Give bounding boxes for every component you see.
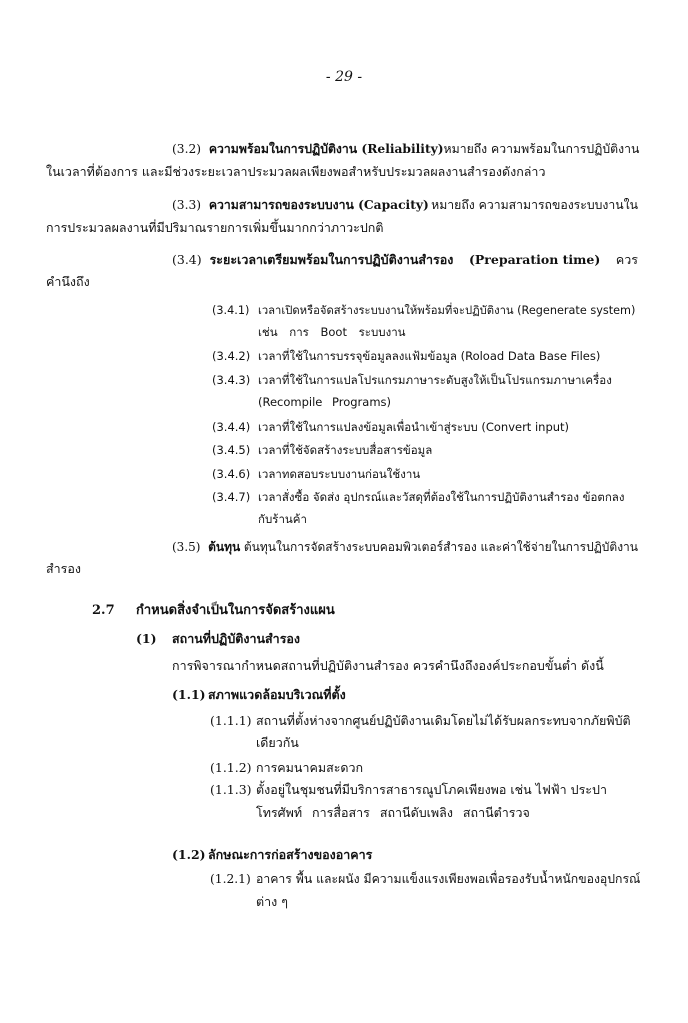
section-3-2-text: หมายถึง ความพร้อมในการปฏิบัติงาน xyxy=(443,142,640,156)
item-text: เวลาที่ใช้ในการแปลโปรแกรมภาษาระดับสูงให้เป็นโปรแกรมภาษาเครื่อง xyxy=(258,373,612,387)
group-1-2-heading xyxy=(172,846,372,864)
section-3-4-title-en: (Preparation time) xyxy=(468,252,601,267)
section-3-5-title: ต้นทุน xyxy=(208,540,241,554)
item-3-4-4 xyxy=(212,418,569,436)
item-text: เวลาทดสอบระบบงานก่อนใช้งาน xyxy=(258,467,421,481)
section-3-4-line-2: คำนึงถึง xyxy=(46,274,90,289)
subsection-1-heading xyxy=(136,630,300,648)
section-3-5-line-1 xyxy=(172,538,638,556)
item-text: เวลาเปิดหรือจัดสร้างระบบงานให้พร้อมที่จะปฏิบัติงาน (Regenerate system) xyxy=(258,304,636,317)
item-text: เวลาที่ใช้ในการบรรจุข้อมูลลงแฟ้มข้อมูล (Roload Data Base Files) xyxy=(258,349,601,363)
subsection-1-number: (1) xyxy=(136,631,157,646)
section-3-3-line-2: การประมวลผลงานที่มีปริมาณรายการเพิ่มขึ้นมากกว่าภาวะปกติ xyxy=(46,220,384,235)
item-3-4-2 xyxy=(212,347,600,365)
group-1-1-title: สภาพแวดล้อมบริเวณที่ตั้ง xyxy=(208,687,346,702)
section-3-3-title: ความสามารถของระบบงาน (Capacity) xyxy=(208,197,429,212)
item-text: อาคาร พื้น และผนัง มีความแข็งแรงเพียงพอเพื่อรองรับน้ำหนักของอุปกรณ์ xyxy=(256,872,641,886)
item-number: (1.1.1) xyxy=(210,713,252,728)
item-number: (3.4.5) xyxy=(212,443,251,457)
item-3-4-7 xyxy=(212,488,624,506)
section-3-2-title: ความพร้อมในการปฏิบัติงาน (Reliability) xyxy=(208,141,444,156)
section-3-5-number: (3.5) xyxy=(172,540,201,554)
item-1-1-3-cont: โทรศัพท์ การสื่อสาร สถานีดับเพลิง สถานีตำรวจ xyxy=(256,805,530,820)
item-number: (1.1.2) xyxy=(210,760,252,775)
section-3-3-text: หมายถึง ความสามารถของระบบงานใน xyxy=(431,198,638,212)
item-3-4-3-cont: (Recompile Programs) xyxy=(258,395,392,409)
section-3-2-line-1 xyxy=(172,140,638,158)
item-number: (1.1.3) xyxy=(210,782,252,797)
item-text: เวลาที่ใช้ในการแปลงข้อมูลเพื่อนำเข้าสู่ระบบ (Convert input) xyxy=(258,420,570,434)
section-3-5-line-2: สำรอง xyxy=(46,561,81,576)
section-2-7-title: กำหนดสิ่งจำเป็นในการจัดสร้างแผน xyxy=(136,603,335,618)
item-text: สถานที่ตั้งห่างจากศูนย์ปฏิบัติงานเดิมโดยไม่ได้รับผลกระทบจากภัยพิบัติ xyxy=(256,713,631,728)
item-3-4-5 xyxy=(212,441,432,459)
section-2-7-number: 2.7 xyxy=(92,603,115,618)
group-1-1-number: (1.1) xyxy=(172,687,206,702)
item-3-4-1 xyxy=(212,302,635,320)
item-3-4-1-cont: เช่น การ Boot ระบบงาน xyxy=(258,325,406,339)
item-text: การคมนาคมสะดวก xyxy=(256,760,364,775)
section-3-4-number: (3.4) xyxy=(172,252,202,267)
item-1-1-1 xyxy=(210,712,631,730)
item-1-1-2 xyxy=(210,759,363,777)
section-3-2-number: (3.2) xyxy=(172,142,202,156)
item-1-2-1 xyxy=(210,870,640,888)
item-number: (3.4.6) xyxy=(212,467,251,481)
item-number: (3.4.3) xyxy=(212,373,251,387)
section-3-4-text: ควร xyxy=(615,252,638,267)
item-text: เวลาสั่งซื้อ จัดส่ง อุปกรณ์และวัสดุที่ต้องใช้ในการปฏิบัติงานสำรอง ข้อตกลง xyxy=(258,490,625,504)
item-1-2-1-cont: ต่าง ๆ xyxy=(256,894,288,909)
item-1-1-3 xyxy=(210,781,607,799)
section-3-4-title: ระยะเวลาเตรียมพร้อมในการปฏิบัติงานสำรอง xyxy=(209,252,454,267)
item-text: ตั้งอยู่ในชุมชนที่มีบริการสาธารณูปโภคเพียงพอ เช่น ไฟฟ้า ประปา xyxy=(256,782,607,797)
item-number: (3.4.4) xyxy=(212,420,251,434)
group-1-2-number: (1.2) xyxy=(172,847,206,862)
item-number: (3.4.7) xyxy=(212,490,251,504)
item-3-4-3 xyxy=(212,371,612,389)
item-1-1-1-cont: เดียวกัน xyxy=(256,735,299,750)
group-1-2-title: ลักษณะการก่อสร้างของอาคาร xyxy=(208,847,373,862)
group-1-1-heading xyxy=(172,686,346,704)
subsection-1-title: สถานที่ปฏิบัติงานสำรอง xyxy=(172,631,301,646)
item-number: (3.4.1) xyxy=(212,304,250,317)
section-2-7-heading xyxy=(92,602,335,620)
section-3-3-number: (3.3) xyxy=(172,198,202,212)
item-text: เวลาที่ใช้จัดสร้างระบบสื่อสารข้อมูล xyxy=(258,443,433,457)
section-3-5-text: ต้นทุนในการจัดสร้างระบบคอมพิวเตอร์สำรอง และค่าใช้จ่ายในการปฏิบัติงาน xyxy=(243,540,638,554)
subsection-1-intro: การพิจารณากำหนดสถานที่ปฏิบัติงานสำรอง ควรคำนึงถึงองค์ประกอบขั้นต่ำ ดังนี้ xyxy=(172,658,604,673)
section-3-4-line-1 xyxy=(172,251,638,269)
section-3-2-line-2: ในเวลาที่ต้องการ และมีช่วงระยะเวลาประมวลผลเพียงพอสำหรับประมวลผลงานสำรองดังกล่าว xyxy=(46,164,546,179)
item-3-4-6 xyxy=(212,465,420,483)
item-number: (1.2.1) xyxy=(210,872,251,886)
section-3-3-line-1 xyxy=(172,196,638,214)
page-number: - 29 - xyxy=(325,69,363,85)
item-3-4-7-cont: กับร้านค้า xyxy=(258,512,307,526)
item-number: (3.4.2) xyxy=(212,349,251,363)
